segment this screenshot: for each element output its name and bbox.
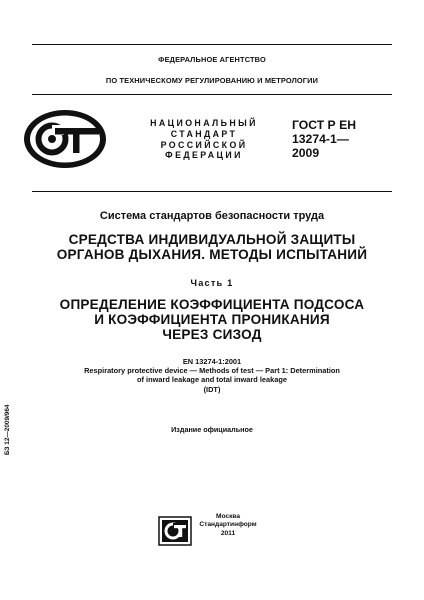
standard-label-line-3: РОССИЙСКОЙ [160,139,248,150]
part-label: Часть 1 [190,278,234,288]
top-rule [32,44,392,45]
logo-rule [32,191,392,192]
part-title [0,297,424,342]
standard-label-line-1: НАЦИОНАЛЬНЫЙ [150,118,258,128]
edition-label: Издание официальное [171,425,253,434]
side-code: БЗ 12—2009/964 [4,404,11,455]
english-title-line-2: of inward leakage and total inward leakage [137,375,287,385]
standard-label-line-4: ФЕДЕРАЦИИ [165,150,243,161]
main-title-line-1: СРЕДСТВА ИНДИВИДУАЛЬНОЙ ЗАЩИТЫ [68,232,356,247]
english-reference [0,357,424,394]
english-title-line-1: Respiratory protective device — Methods of test — Part 1: Determination [84,366,340,376]
series-title: Система стандартов безопасности труда [99,210,325,222]
main-title-line-2: ОРГАНОВ ДЫХАНИЯ. МЕТОДЫ ИСПЫТАНИЙ [56,247,368,262]
national-standard-label [128,118,280,161]
main-title [0,232,424,262]
header-rule [32,94,392,95]
agency-line-1: ФЕДЕРАЛЬНОЕ АГЕНТСТВО [158,55,266,64]
standartinform-logo-icon [158,516,192,546]
rst-certification-mark-icon [22,108,108,170]
publisher-city: Москва [215,513,241,520]
part-title-line-3: ЧЕРЕЗ СИЗОД [162,327,262,342]
designation-line-3: 2009 [292,146,320,160]
english-code: EN 13274-1:2001 [182,357,242,366]
english-title-line-3: (IDT) [203,384,221,394]
publisher-year: 2011 [220,529,236,537]
publisher-name: Стандартинформ [199,521,257,529]
standard-designation [292,118,402,160]
designation-line-1: ГОСТ Р ЕН [292,118,357,132]
part-title-line-2: И КОЭФФИЦИЕНТА ПРОНИКАНИЯ [94,312,330,327]
designation-line-2: 13274-1— [292,132,349,146]
part-title-line-1: ОПРЕДЕЛЕНИЕ КОЭФФИЦИЕНТА ПОДСОСА [59,297,365,312]
publisher-info [196,513,260,538]
agency-line-2: ПО ТЕХНИЧЕСКОМУ РЕГУЛИРОВАНИЮ И МЕТРОЛОГИИ [105,76,319,85]
standard-label-line-2: СТАНДАРТ [170,128,238,139]
